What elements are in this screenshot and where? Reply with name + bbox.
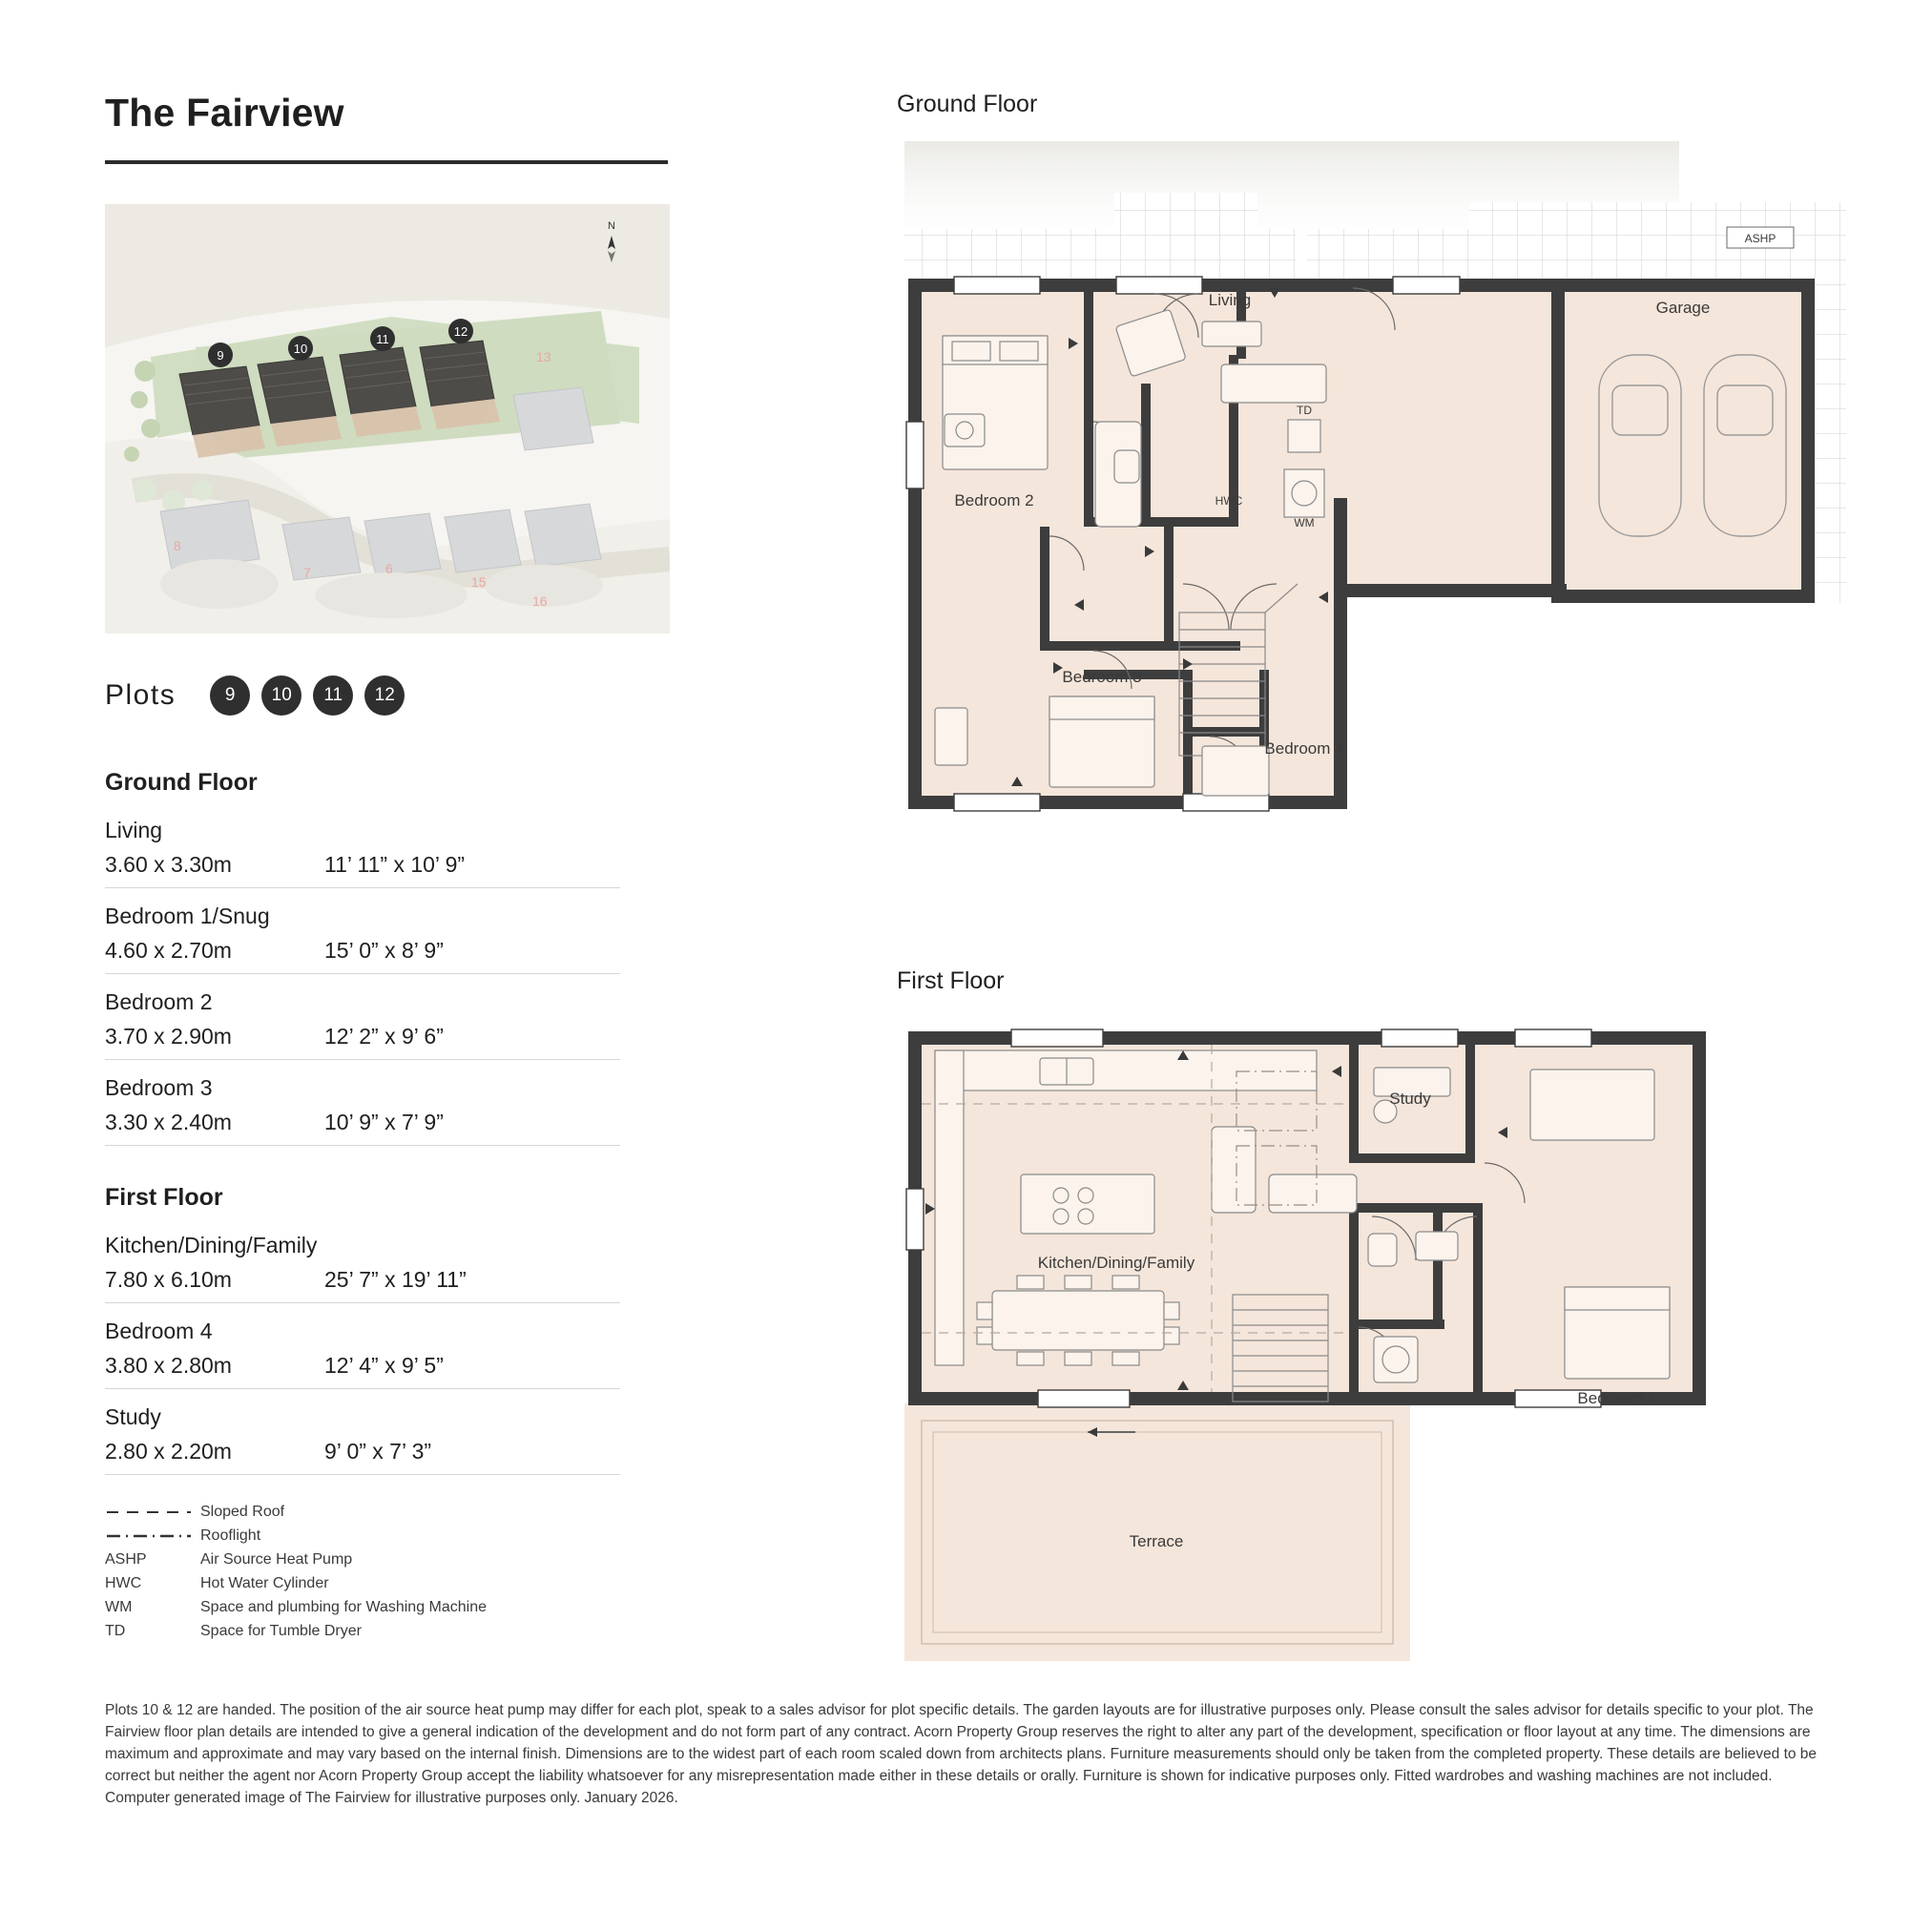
- room-name: Living: [105, 818, 163, 842]
- plot-badge-11: 11: [313, 675, 353, 716]
- site-plot-number-16: 16: [532, 593, 548, 609]
- legend-label: Hot Water Cylinder: [200, 1575, 329, 1591]
- room-imperial: 12’ 4” x 9’ 5”: [324, 1353, 444, 1378]
- legend-code: HWC: [105, 1575, 142, 1591]
- legend-code: ASHP: [105, 1551, 147, 1568]
- legend-code: TD: [105, 1623, 126, 1639]
- legend-label: Rooflight: [200, 1527, 261, 1544]
- ground-floor-plan: [897, 135, 1851, 927]
- room-name: Bedroom 2: [105, 989, 213, 1014]
- plan-room-label-bedroom2: Bedroom 2: [954, 491, 1034, 509]
- schedule-row: [105, 904, 620, 974]
- room-metric: 7.80 x 6.10m: [105, 1267, 232, 1292]
- room-metric: 3.30 x 2.40m: [105, 1110, 232, 1134]
- first-floor-plan: [897, 1012, 1851, 1680]
- room-schedule: [105, 769, 620, 1475]
- ground-floor-plan-label: Ground Floor: [897, 91, 1038, 117]
- plan-room-label-bedroom3: Bedroom 3: [1062, 668, 1142, 686]
- room-metric: 2.80 x 2.20m: [105, 1439, 232, 1464]
- site-plot-number-15: 15: [471, 574, 487, 590]
- room-metric: 3.80 x 2.80m: [105, 1353, 232, 1378]
- legend-row: [105, 1551, 620, 1568]
- legend-label: Space for Tumble Dryer: [200, 1623, 362, 1639]
- site-plot-number-6: 6: [385, 561, 393, 576]
- first-floor-plan-label: First Floor: [897, 967, 1005, 994]
- plan-room-label-garage: Garage: [1655, 299, 1711, 317]
- schedule-row: [105, 1319, 620, 1389]
- room-name: Bedroom 4: [105, 1319, 213, 1343]
- legend-label: Sloped Roof: [200, 1504, 285, 1520]
- site-plot-number-7: 7: [303, 565, 311, 580]
- sloped-roof-icon: [105, 1507, 200, 1517]
- room-imperial: 15’ 0” x 8’ 9”: [324, 938, 444, 963]
- legend-label: Air Source Heat Pump: [200, 1551, 353, 1568]
- plan-room-label-living: Living: [1208, 291, 1252, 309]
- site-plot-pin-12: 12: [448, 319, 473, 343]
- title-divider: [105, 160, 668, 164]
- legend-row: [105, 1504, 620, 1521]
- plots-label: Plots: [105, 679, 177, 711]
- legend-row: [105, 1623, 620, 1640]
- legend-row: [105, 1527, 620, 1545]
- legend-row: [105, 1599, 620, 1616]
- rooflight-icon: [105, 1531, 200, 1541]
- schedule-row: [105, 1075, 620, 1146]
- disclaimer: Plots 10 & 12 are handed. The position of the air source heat pump may differ for each plot, speak to a sales advisor for plot specific details. The garden layouts are for illustrative purposes only. Please consult the sales advisor for details specific to your plot. The Fairview floor plan details are intended to give a general indication of the development and do not form part of any contract. Acorn Property Group reserves the right to alter any part of the development, specification or floor layout at any time. The dimensions are maximum and approximate and may vary based on the internal finish. Dimensions are to the widest part of each room scaled down from architects plans. Furniture measurements should only be taken from the completed property. These details are believed to be correct but neither the agent nor Acorn Property Group accept the liability whatsoever for any misrepresentation made either in these details or orally. Furniture is shown for indicative purposes only. Fitted wardrobes and washing machines are not included. Computer generated image of The Fairview for illustrative purposes only. January 2026.: [105, 1702, 1818, 1806]
- compass-icon: N: [599, 221, 624, 267]
- plot-badge-9: 9: [210, 675, 250, 716]
- legend-row: [105, 1575, 620, 1592]
- room-imperial: 9’ 0” x 7’ 3”: [324, 1439, 432, 1464]
- plan-room-label-terrace: Terrace: [1129, 1532, 1184, 1550]
- legend-label: Space and plumbing for Washing Machine: [200, 1599, 488, 1615]
- plan-room-label-kitchen: Kitchen/Dining/Family: [1037, 1254, 1195, 1272]
- schedule-heading-first: First Floor: [105, 1184, 223, 1211]
- right-column: [897, 91, 1851, 1680]
- plan-annotation-ashp: ASHP: [1744, 232, 1776, 245]
- plan-room-label-bedroom1: Bedroom 1: [1577, 1389, 1657, 1407]
- first-floor-plan-graphic: [897, 1012, 1851, 1680]
- site-plot-number-8: 8: [174, 538, 181, 553]
- room-metric: 4.60 x 2.70m: [105, 938, 232, 963]
- site-plot-pin-11: 11: [370, 326, 395, 351]
- plan-annotation-hwc: HWC: [1215, 494, 1243, 508]
- room-imperial: 12’ 2” x 9’ 6”: [324, 1024, 444, 1049]
- site-plot-pin-10: 10: [288, 336, 313, 361]
- page-title: The Fairview: [105, 91, 344, 135]
- plot-badge-12: 12: [364, 675, 405, 716]
- plot-badge-10: 10: [261, 675, 301, 716]
- plan-annotation-td: TD: [1297, 404, 1312, 417]
- plan-room-label-study: Study: [1389, 1090, 1431, 1108]
- plots-row: [105, 675, 677, 716]
- room-imperial: 11’ 11” x 10’ 9”: [324, 852, 466, 877]
- room-imperial: 25’ 7” x 19’ 11”: [324, 1267, 467, 1292]
- schedule-heading-ground: Ground Floor: [105, 769, 258, 796]
- schedule-row: [105, 1233, 620, 1303]
- room-metric: 3.60 x 3.30m: [105, 852, 232, 877]
- legend: [105, 1504, 620, 1640]
- plan-room-label-bedroom4: Bedroom 4: [1264, 739, 1344, 758]
- schedule-row: [105, 1404, 620, 1475]
- plan-annotation-wm: WM: [1294, 516, 1315, 530]
- legend-code: WM: [105, 1599, 133, 1615]
- schedule-row: [105, 989, 620, 1060]
- room-metric: 3.70 x 2.90m: [105, 1024, 232, 1049]
- room-imperial: 10’ 9” x 7’ 9”: [324, 1110, 444, 1134]
- schedule-row: [105, 818, 620, 888]
- site-plan: [105, 204, 670, 634]
- room-name: Kitchen/Dining/Family: [105, 1233, 318, 1257]
- ground-floor-plan-graphic: [897, 135, 1851, 927]
- site-plot-number-13: 13: [536, 349, 551, 364]
- room-name: Bedroom 1/Snug: [105, 904, 270, 928]
- room-name: Study: [105, 1404, 161, 1429]
- left-column: [105, 91, 677, 1647]
- room-name: Bedroom 3: [105, 1075, 213, 1100]
- site-plot-pin-9: 9: [208, 343, 233, 367]
